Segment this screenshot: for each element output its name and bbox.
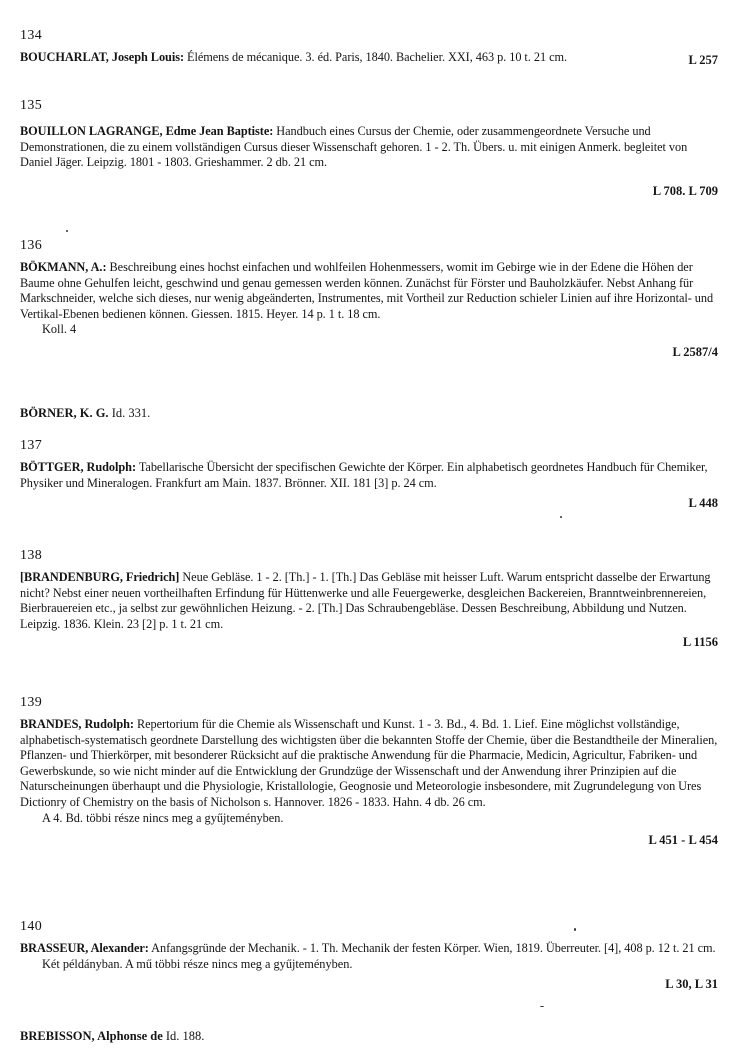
entry-number: 138	[20, 548, 43, 563]
entry-title-imprint: Anfangsgründe der Mechanik. - 1. Th. Mechanik der festen Körper. Wien, 1819. Überreuter. [4], 408 p. 12 t. 21 cm.	[148, 941, 716, 955]
entry-author: BRASSEUR, Alexander:	[20, 941, 149, 955]
catalog-entry-135	[20, 98, 718, 199]
entry-author: BOUILLON LAGRANGE, Edme Jean Baptiste:	[20, 124, 274, 138]
entry-title-imprint: Neue Gebläse. 1 - 2. [Th.] - 1. [Th.] Das Gebläse mit heisser Luft. Warum entspricht dasselbe der Erwartung nicht? Nebst einer neuen vortheilhaften Erfindung für Hüttenwerke und alle Feuergewerke, desgleichen Backereien, Branntweinbrennereien, Bierbrauereien etc., ja selbst zur gewöhnlichen Heizung. - 2. [Th.] Das Schraubengebläse. Dessen Beschreibung, Abbildung und Nutzen. Leipzig. 1836. Klein. 23 [2] p. 1 t. 21 cm.	[20, 570, 711, 631]
entry-title-imprint: Repertorium für die Chemie als Wissenschaft und Kunst. 1 - 3. Bd., 4. Bd. 1. Lief. Eine möglichst vollständige, alphabetisch-systematisch geordnete Darstellung des wichtigsten über die bekannten Stoffe der Chemie, über die Bestandtheile der Mineralien, Pflanzen- und Thierkörper, mit besonderer Rücksicht auf die praktische Anwendung für die Pharmacie, Medicin, Agricultur, Fabriken- und Gewerbskunde, so wie nicht minder auf die Entwicklung der Grundzüge der Wissenschaft und der Anwendung ihrer Prinzipien auf die Naturscheinungen überhaupt und die Physiologie, Kristallologie, Geognosie und Meteorologie insbesondere, mit Zugrundelegung von Ures Dictionry of Chemistry on the basis of Nicholson s. Hannover. 1826 - 1833. Hahn. 4 db. 26 cm.	[20, 717, 718, 809]
reference-name: BREBISSON, Alphonse de	[20, 1029, 163, 1043]
entry-author: BÖKMANN, A.:	[20, 260, 107, 274]
catalog-entry-139	[20, 695, 718, 848]
entry-author: BRANDES, Rudolph:	[20, 717, 134, 731]
entry-number: 134	[20, 28, 43, 43]
catalog-entry-140	[20, 919, 718, 992]
entry-note: Két példányban. A mű többi része nincs meg a gyűjteményben.	[42, 956, 353, 971]
scan-speck	[560, 516, 562, 518]
entry-title-imprint: Beschreibung eines hochst einfachen und wohlfeilen Hohenmessers, womit im Gebirge wie in der Edene die Höhen der Baume ohne Gehulfen leicht, geschwind und genau gemessen werden können. Zunächst für Förster und Bauholzkäufer. Nebst Anhang für Markschneider, welche sich dieses, nur wenig abgeänderten, Instrumentes, mit Vortheil zur Reduction schieler Linien auf ihre Horizontal- und Vertikal-Ebenen bedienen können. Giessen. 1815. Heyer. 14 p. 1 t. 18 cm.	[20, 260, 714, 321]
reference-name: BÖRNER, K. G.	[20, 406, 109, 420]
cross-reference	[20, 1028, 204, 1044]
entry-description	[20, 717, 718, 811]
entry-author: BOUCHARLAT, Joseph Louis:	[20, 50, 184, 64]
entry-number: 136	[20, 238, 43, 253]
entry-number: 139	[20, 695, 43, 710]
entry-note: A 4. Bd. többi része nincs meg a gyűjteményben.	[42, 810, 284, 825]
entry-description	[20, 260, 718, 322]
call-number: L 30, L 31	[665, 977, 718, 992]
catalog-entry-136	[20, 238, 718, 360]
reference-target: Id. 188.	[162, 1029, 205, 1043]
call-number: L 1156	[682, 635, 718, 650]
catalog-entry-134	[20, 28, 718, 68]
cross-reference	[20, 405, 150, 421]
scan-speck	[66, 230, 68, 232]
call-number: L 257	[688, 52, 718, 67]
entry-number: 140	[20, 919, 43, 934]
call-number: L 708. L 709	[652, 183, 718, 198]
call-number: L 2587/4	[672, 344, 718, 359]
entry-description	[20, 570, 718, 632]
call-number: L 448	[688, 496, 718, 511]
reference-target: Id. 331.	[108, 406, 151, 420]
call-number: L 451 - L 454	[648, 833, 718, 848]
entry-number: 135	[20, 98, 43, 113]
catalog-entry-138	[20, 548, 718, 650]
entry-author: [BRANDENBURG, Friedrich]	[20, 570, 180, 584]
entry-description	[20, 124, 718, 171]
entry-number: 137	[20, 438, 43, 453]
entry-author: BÖTTGER, Rudolph:	[20, 460, 137, 474]
entry-title-imprint: Handbuch eines Cursus der Chemie, oder zusammengeordnete Versuche und Demonstrationen, die zu einem vollständigen Cursus dieser Wissenschaft gehoren. 1 - 2. Th. Übers. u. mit einigen Anmerk. begleitet von Daniel Jäger. Leipzig. 1801 - 1803. Grieshammer. 2 db. 21 cm.	[20, 124, 688, 170]
catalog-entry-137	[20, 438, 718, 511]
entry-title-imprint: Élémens de mécanique. 3. éd. Paris, 1840. Bachelier. XXI, 463 p. 10 t. 21 cm.	[184, 50, 568, 64]
entry-title-imprint: Tabellarische Übersicht der specifischen Gewichte der Körper. Ein alphabetisch geordnetes Handbuch für Chemiker, Physiker und Mineralogen. Frankfurt am Main. 1837. Brönner. XII. 181 [3] p. 24 cm.	[20, 460, 708, 490]
scan-speck	[540, 1006, 544, 1007]
entry-note: Koll. 4	[42, 322, 77, 337]
scan-speck	[574, 928, 576, 931]
entry-description	[20, 460, 718, 491]
entry-description	[20, 941, 718, 957]
